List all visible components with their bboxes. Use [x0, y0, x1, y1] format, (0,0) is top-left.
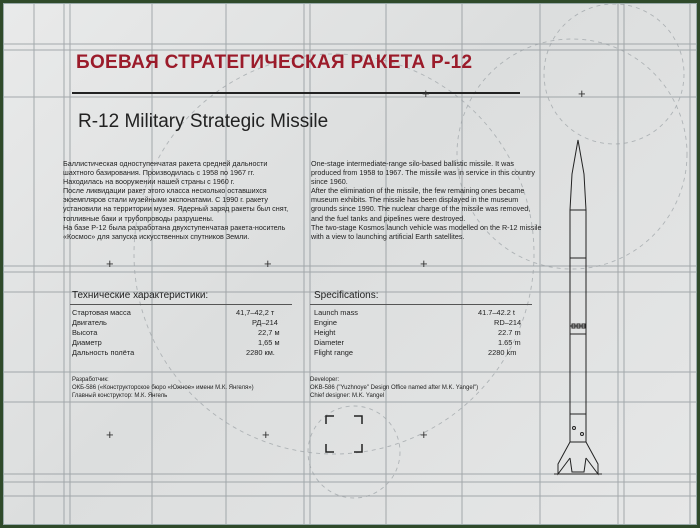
- crosshair-mark: +: [420, 427, 428, 442]
- crosshair-mark: +: [578, 86, 586, 101]
- spec-label: Launch mass: [314, 308, 358, 317]
- developer-russian: Разработчик: ОКБ-586 («Конструкторское бюро «Южное» имени М.К. Янгеля») Главный конструктор: М.К. Янгель: [72, 377, 254, 399]
- information-plaque: [3, 3, 697, 525]
- spec-value: 41,7–42,2 т: [236, 308, 275, 317]
- crosshair-mark: +: [422, 86, 430, 101]
- spec-value: 41.7–42.2 t: [478, 308, 515, 317]
- spec-value: 2280 км.: [246, 348, 275, 357]
- spec-value: 2280 km: [488, 348, 517, 357]
- crosshair-mark: +: [106, 256, 114, 271]
- crosshair-mark: +: [264, 256, 272, 271]
- spec-value: 1.65 m: [498, 338, 521, 347]
- missile-drawing: [550, 138, 606, 484]
- title-english: R-12 Military Strategic Missile: [78, 111, 329, 132]
- spec-value: РД–214: [252, 318, 278, 327]
- spec-label: Дальность полёта: [72, 348, 135, 357]
- specs-heading-english: Specifications:: [314, 290, 379, 301]
- spec-label: Стартовая масса: [72, 308, 131, 317]
- spec-label: Двигатель: [72, 318, 107, 327]
- spec-value: RD–214: [494, 318, 522, 327]
- spec-label: Flight range: [314, 348, 354, 357]
- spec-value: 22.7 m: [498, 328, 521, 337]
- crosshair-mark: +: [262, 427, 270, 442]
- description-russian: Баллистическая одноступенчатая ракета средней дальности шахтного базирования. Производилась с 1958 по 1967 гг. Находилась на вооружении нашей страны с 1960 г. После ликвидации ракет этого класса несколько оставшихся экземпляров стали музейными экспонатами. С 1990 г. ракету установили на территории музея. Ядерный заряд ракеты был снят, топливные баки и трубопроводы разрушены. На базе Р-12 была разработана двухступенчатая ракета-носитель «Космос» для запуска искусственных спутников Земли.: [63, 159, 289, 241]
- crosshair-mark: +: [106, 427, 114, 442]
- title-divider: [72, 92, 520, 94]
- spec-label: Высота: [72, 328, 98, 337]
- spec-label: Diameter: [314, 338, 344, 347]
- specs-divider: [70, 304, 292, 305]
- spec-label: Engine: [314, 318, 338, 327]
- spec-value: 22,7 м: [258, 328, 280, 337]
- title-russian: БОЕВАЯ СТРАТЕГИЧЕСКАЯ РАКЕТА Р-12: [76, 52, 473, 73]
- description-english: One-stage intermediate-range silo-based ballistic missile. It was produced from 1958 to 1967. The missile was in service in this country since 1960. After the elimination of the missile, the few remaining ones became museum exhibits. The missile has been displayed in the museum grounds since 1990. The nuclear charge of the missile was removed, and the fuel tanks and pipelines were destroyed. The two-stage Kosmos launch vehicle was modelled on the R-12 missile with a view to launching artificial Earth satellites.: [311, 159, 542, 241]
- spec-label: Диаметр: [72, 338, 102, 347]
- crosshair-mark: +: [420, 256, 428, 271]
- spec-value: 1,65 м: [258, 338, 280, 347]
- spec-label: Height: [314, 328, 336, 337]
- developer-english: Developer: OKB-586 ("Yuzhnoye" Design Office named after M.K. Yangel") Chief designer: M.K. Yangel: [310, 377, 479, 399]
- specs-divider: [310, 304, 532, 305]
- specs-heading-russian: Технические характеристики:: [72, 290, 209, 301]
